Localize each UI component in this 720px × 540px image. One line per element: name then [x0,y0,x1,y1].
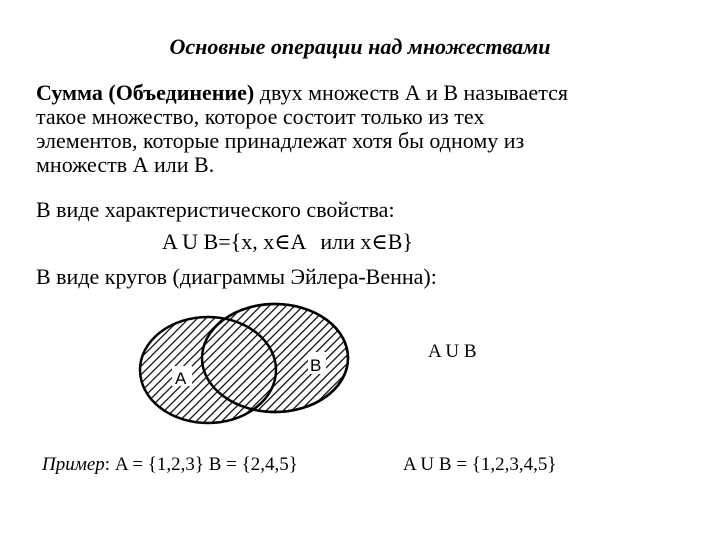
formula-part-4: B} [387,229,413,254]
definition-line-3: элементов, которые принадлежат хотя бы одному из [36,128,525,153]
set-a-label: A [175,369,187,388]
formula-part-3: или x [320,229,372,254]
element-of-symbol: ∈ [371,229,388,254]
slide-title: Основные операции над множествами [169,34,551,59]
example-colon: : [104,454,111,475]
example-result: A U B = {1,2,3,4,5} [403,454,557,475]
union-formula [162,229,413,255]
venn-diagram [130,300,360,425]
definition-line-4: множеств А или В. [36,152,215,177]
definition-line-1 [36,81,720,105]
example-sets: A = {1,2,3} B = {2,4,5} [110,454,298,475]
example-prefix: Пример [42,454,105,475]
element-of-symbol: ∈ [274,229,291,254]
circles-heading: В виде кругов (диаграммы Эйлера-Венна): [36,264,437,289]
set-b-label: B [310,356,322,375]
definition-term: Сумма (Объединение) [36,80,255,105]
property-heading: В виде характеристического свойства: [36,197,395,222]
example-line [42,454,298,476]
formula-part-1: A U B={x, x [162,229,275,254]
formula-part-2: A [290,229,307,254]
definition-line-1-rest: двух множеств А и В называется [254,80,568,105]
set-a-circle [140,317,276,423]
union-label: A U B [428,341,477,362]
definition-paragraph [36,81,720,177]
definition-line-2: такое множество, которое состоит только из тех [36,104,485,129]
